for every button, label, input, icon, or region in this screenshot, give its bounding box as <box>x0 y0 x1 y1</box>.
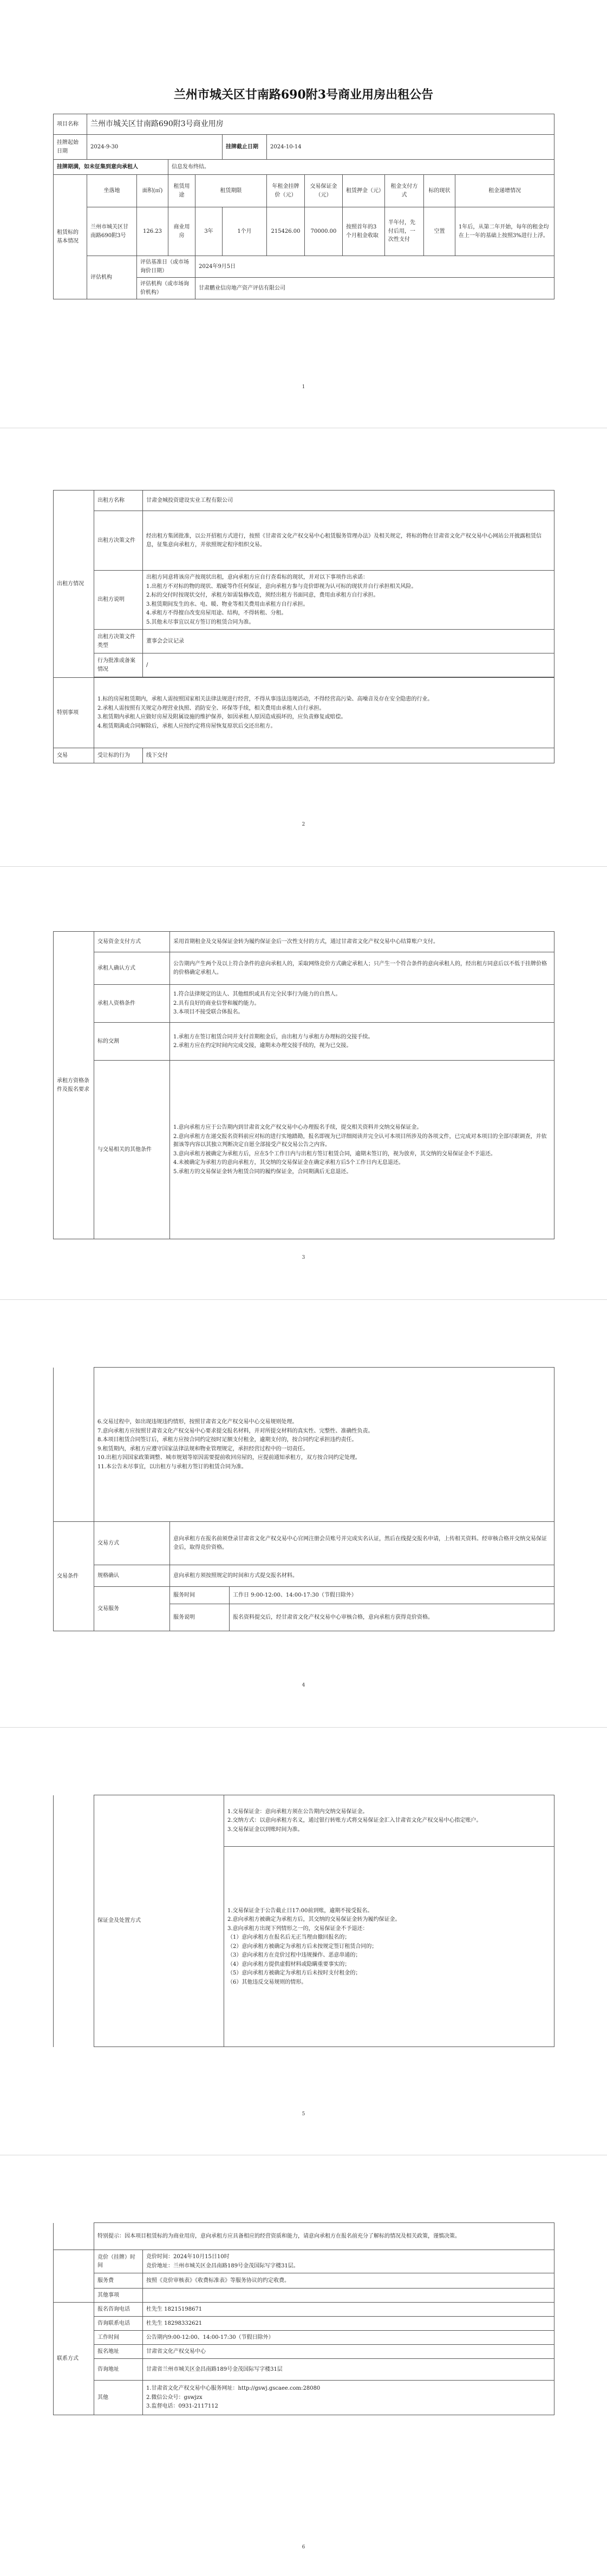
deposit-intro-item: 1.交易保证金：意向承租方须在公告期内交纳交易保证金。 <box>227 1808 368 1815</box>
listing-end: 2024-10-14 <box>267 135 554 160</box>
cell-rent: 215426.00 <box>267 207 305 256</box>
other-item: 2.意向承租方在递交报名资料前应对标的进行实地踏勘，报名即视为已详细阅读并完全认可本项目所涉及的各项文件，已完成对本项目的全部尽职调查，并依据该等内容以其独立判断决定自愿全部接受产权交易公告之内容。 <box>173 1133 547 1148</box>
handover-item: 1.承租方在签订租赁合同并支付首期租金后，由出租方与承租方办理标的交接手续。 <box>173 1034 374 1040</box>
qualification-item: 3.本项目不接受联合体报名。 <box>173 1009 244 1016</box>
approval-label: 行为批准或备案情况 <box>94 653 143 677</box>
deposit-rule: 2.意向承租方被确定为承租方后，其交纳的交易保证金转为履约保证金。 <box>227 1917 401 1923</box>
deposit-intro-item: 3.交易保证金以到账时间为准。 <box>227 1826 303 1833</box>
eval-name-label: 评估机构（或市场询价机构） <box>137 278 195 299</box>
deal-method-label: 交易方式 <box>94 1522 170 1565</box>
deposit-case: （6）其他违反交易规则的情形。 <box>227 1979 307 1985</box>
handover-list <box>170 1023 554 1061</box>
other-item: 4.未被确定为承租方的意向承租方，其交纳的交易保证金在确定承租方后5个工作日内无息退还。 <box>173 1160 404 1166</box>
trade-label: 交易 <box>54 748 94 763</box>
contact-key: 工作时间 <box>94 2331 143 2345</box>
fee-label: 服务费 <box>94 2273 143 2289</box>
other-conditions-list <box>170 1061 554 1239</box>
misc-item: 2.微信公众号：gswjzx <box>146 2394 203 2401</box>
lessor-name-label: 出租方名称 <box>94 491 143 511</box>
special-item: 2.承租人需按照有关规定办理营业执照、消防安全、环保等手续，相关费用由承租人自行承担。 <box>97 705 325 711</box>
header-location: 坐落地 <box>87 175 137 207</box>
misc-item: 3.监督电话：0931-2117112 <box>146 2403 218 2410</box>
handover-item: 2.承租方应在约定时间内完成交接，逾期未办理交接手续的，视为已交接。 <box>173 1043 352 1049</box>
bid-place: 竞价地址：兰州市城关区金昌南路189号金茂国际写字楼31层。 <box>146 2263 299 2269</box>
page-number: 6 <box>302 2545 305 2550</box>
eval-date: 2024年9月5日 <box>195 256 554 278</box>
qualification-item: 2.具有良好的商业信誉和履约能力。 <box>173 1000 260 1006</box>
page-number: 5 <box>302 2111 305 2117</box>
decision-type-value: 董事会会议记录 <box>143 630 554 653</box>
decision-type-label: 出租方决策文件类型 <box>94 630 143 653</box>
contact-key: 报名咨询电话 <box>94 2303 143 2317</box>
extension-label: 挂牌期满，如未征集到意向承租人 <box>54 160 168 175</box>
note-item: 3.租赁期间发生的水、电、暖、物业等相关费用由承租方自行承担。 <box>146 601 309 607</box>
listing-end-label: 挂牌截止日期 <box>223 135 267 160</box>
cont-item: 11.本公告未尽事宜，以出租方与承租方签订的租赁合同为准。 <box>97 1463 247 1470</box>
service-time-label: 服务时间 <box>170 1587 230 1604</box>
notes-list <box>143 571 554 630</box>
deposit-rule: 1.交易保证金于公告截止日17:00前到账，逾期不接受报名。 <box>227 1907 373 1914</box>
trade-item-label: 受让标的行为 <box>94 748 143 763</box>
deposit-case: （3）意向承租方在竞价过程中违规操作、恶意串通的； <box>227 1952 361 1959</box>
note-item: 4.承租方不得擅自改变房屋用途、结构，不得转租、分租。 <box>146 610 287 616</box>
deposit-label: 保证金及处置方式 <box>94 1795 224 2047</box>
page-number: 4 <box>302 1683 305 1688</box>
deal-method-value: 意向承租方在报名前须登录甘肃省文化产权交易中心官网注册会员账号并完成实名认证，然后在线提交报名申请，上传相关资料。经审核合格并交纳交易保证金后，取得竞价资格。 <box>170 1522 554 1565</box>
contact-value: 甘肃省文化产权交易中心 <box>143 2345 554 2359</box>
header-payment: 租金支付方式 <box>385 175 424 207</box>
special-item: 1.标的房屋租赁期内，承租人需按照国家相关法律法规进行经营，不得从事违法违规活动，不得经营高污染、高噪音及存在安全隐患的行业。 <box>97 696 433 702</box>
misc-item: 1.甘肃省文化产权交易中心服务网址：http://gswj.gscaee.com:28080 <box>146 2385 321 2392</box>
other-item: 1.意向承租方应于公告期内到甘肃省文化产权交易中心办理报名手续，提交相关资料并交纳交易保证金。 <box>173 1124 422 1130</box>
qualification-label: 承租人资格条件 <box>94 985 170 1023</box>
contact-value: 杜先生 18298332621 <box>143 2317 554 2331</box>
lessor-name: 甘肃金城投资建设实业工程有限公司 <box>143 491 554 511</box>
other-conditions-label: 与交易相关的其他条件 <box>94 1061 170 1239</box>
page-number: 1 <box>302 384 305 390</box>
cont-item: 6.交易过程中，如出现违规违约情形，按照甘肃省文化产权交易中心交易规则处理。 <box>97 1419 298 1425</box>
cont-item: 8.本项目租赁合同签订后，承租方应按合同约定按时足额支付租金，逾期支付的，按合同约定承担违约责任。 <box>97 1437 357 1443</box>
deposit-case: （4）意向承租方提供虚假材料或隐瞒重要事实的； <box>227 1961 350 1967</box>
extension-value: 信息发布终结。 <box>168 160 554 175</box>
pay-method-value: 采用首期租金及交易保证金转为履约保证金后一次性支付的方式，通过甘肃省文化产权交易中心结算账户支付。 <box>170 932 554 952</box>
deposit-intro-item: 2.交纳方式：以意向承租方名义，通过银行转账方式将交易保证金汇入甘肃省文化产权交易中心指定账户。 <box>227 1817 482 1824</box>
page-separator <box>0 1299 607 1300</box>
deposit-rule: 3.意向承租方出现下列情形之一的，交易保证金不予退还： <box>227 1925 368 1932</box>
notes-intro: 出租方同意将该房产按现状出租，意向承租方应自行查看标的现状，并对以下事项作出承诺： <box>146 574 368 580</box>
contact-value: 甘肃省兰州市城关区金昌南路189号金茂国际写字楼31层 <box>143 2359 554 2381</box>
cont-item: 7.意向承租方应按照甘肃省文化产权交易中心要求提交报名材料，并对所提交材料的真实性、完整性、准确性负责。 <box>97 1428 374 1434</box>
cont-item: 9.租赁期内，承租方应遵守国家法律法规和物业管理规定，承担经营过程中的一切责任。 <box>97 1446 309 1452</box>
approval-value: / <box>143 653 554 677</box>
deposit-case: （5）意向承租方被确定为承租方后未按时支付租金的； <box>227 1970 361 1977</box>
decision-label: 出租方决策文件 <box>94 511 143 571</box>
special-label: 特别事项 <box>54 678 94 748</box>
special-item: 3.租赁期内承租人应做好房屋及附属设施的维护保养，如因承租人原因造成损坏的，应负责修复或赔偿。 <box>97 714 347 720</box>
page-number: 3 <box>302 1255 305 1260</box>
misc-label: 其他 <box>94 2381 143 2415</box>
project-name: 兰州市城关区甘南路690附3号商业用房 <box>87 114 554 135</box>
deposit-intro <box>224 1795 554 1847</box>
page-number: 2 <box>302 822 305 827</box>
header-guarantee: 租赁押金（元） <box>343 175 385 207</box>
service-desc-value: 报名资料提交后，经甘肃省文化产权交易中心审核合格，意向承租方获得竞价资格。 <box>230 1604 554 1631</box>
lessor-label: 出租方情况 <box>54 491 94 678</box>
cell-status: 空置 <box>424 207 455 256</box>
lessor-table <box>53 490 554 763</box>
bid-time: 竞价时间：2024年10月15日10时 <box>146 2254 230 2260</box>
listing-start: 2024-9-30 <box>87 135 223 160</box>
cell-deposit: 70000.00 <box>305 207 343 256</box>
contact-table <box>53 2222 554 2415</box>
eval-name: 甘肃鹏业信房地产资产评估有限公司 <box>195 278 554 299</box>
cont-item: 10.出租方因国家政策调整、城市规划等原因需要提前收回房屋的，应提前通知承租方，双方按合同约定处理。 <box>97 1455 361 1461</box>
contact-value: 杜先生 18215198671 <box>143 2303 554 2317</box>
handover-label: 标的交割 <box>94 1023 170 1061</box>
spec-label: 规格确认 <box>94 1565 170 1587</box>
contact-value: 公告期内9:00-12:00、14:00-17:30（节假日除外） <box>143 2331 554 2345</box>
deposit-table <box>53 1795 554 2047</box>
note-item: 1.出租方不对标的物的现状、瑕疵等作任何保证，意向承租方参与竞价即视为认可标的现状并自行承担相关风险。 <box>146 583 417 590</box>
qualification-item: 1.符合法律规定的法人、其他组织或具有完全民事行为能力的自然人。 <box>173 991 341 998</box>
other-label: 其他事项 <box>94 2289 143 2303</box>
spec-value: 意向承租方须按照规定的时间和方式提交报名材料。 <box>170 1565 554 1587</box>
final-note: 特别提示：因本项目租赁标的为商业用房，意向承租方应具备相应的经营资质和能力，请意向承租方在报名前充分了解标的情况及相关政策，谨慎决策。 <box>94 2223 554 2250</box>
deposit-case: （1）意向承租方在报名后无正当理由撤回报名的； <box>227 1934 350 1941</box>
contact-key: 报名地址 <box>94 2345 143 2359</box>
listing-table <box>53 114 554 299</box>
conditions-table <box>53 931 554 1239</box>
note-item: 2.标的交付时按现状交付，承租方如需装修改造，须经出租方书面同意，费用由承租方自行承担。 <box>146 592 379 598</box>
confirm-method-value: 公告期内产生两个及以上符合条件的意向承租人的，采取网络竞价方式确定承租人；只产生一个符合条件的意向承租人的，经出租方同意后以不低于挂牌价格的价格确定承租人。 <box>170 952 554 985</box>
bid-time-label: 竞价（挂牌）时间 <box>94 2250 143 2273</box>
page-separator <box>0 866 607 867</box>
header-status: 标的现状 <box>424 175 455 207</box>
contact-key: 咨询联系电话 <box>94 2317 143 2331</box>
header-deposit: 交易保证金（元） <box>305 175 343 207</box>
eval-date-label: 评估基准日（或市场询价日期） <box>137 256 195 278</box>
continued-conditions <box>94 1368 554 1522</box>
trade-conditions-table <box>53 1367 554 1631</box>
trade-item-value: 线下交付 <box>143 748 554 763</box>
note-item: 5.其他未尽事宜以双方签订的租赁合同为准。 <box>146 619 254 625</box>
pay-method-label: 交易资金支付方式 <box>94 932 170 952</box>
other-item: 5.承租方的交易保证金转为租赁合同的履约保证金，合同期满后无息退还。 <box>173 1168 352 1175</box>
special-list <box>94 678 554 748</box>
contact-key: 咨询地址 <box>94 2359 143 2381</box>
basic-label: 租赁标的基本情况 <box>54 175 87 299</box>
service-time-value: 工作日 9:00-12:00、14:00-17:30（节假日除外） <box>230 1587 554 1604</box>
deposit-case: （2）意向承租方被确定为承租方后未按规定签订租赁合同的； <box>227 1943 377 1950</box>
cell-increase: 1年后，从第二年开始，每年的租金均在上一年的基础上按照3%进行上浮。 <box>455 207 554 256</box>
bid-info <box>143 2250 554 2273</box>
cell-guarantee: 按照首年的3个月租金收取 <box>343 207 385 256</box>
notes-label: 出租方说明 <box>94 571 143 630</box>
cell-location: 兰州市城关区甘南路690附3号 <box>87 207 137 256</box>
other-item: 3.意向承租方被确定为承租方后，应在5个工作日内与出租方签订租赁合同，逾期未签订的，视为放弃，其交纳的交易保证金不予退还。 <box>173 1150 496 1157</box>
eval-org-label: 评估机构 <box>87 256 137 299</box>
page-title: 兰州市城关区甘南路690附3号商业用房出租公告 <box>173 88 434 102</box>
qualification-list <box>170 985 554 1023</box>
conditions-label: 承租方资格条件及报名要求 <box>54 932 94 1239</box>
listing-start-label: 挂牌起始日期 <box>54 135 87 160</box>
header-rent: 年租金挂牌价（元） <box>267 175 305 207</box>
service-desc-label: 服务说明 <box>170 1604 230 1631</box>
header-area: 面积(㎡) <box>137 175 168 207</box>
header-usage: 租赁用途 <box>168 175 195 207</box>
cell-area: 126.23 <box>137 207 168 256</box>
misc-list <box>143 2381 554 2415</box>
header-term: 租赁期限 <box>195 175 267 207</box>
header-increase: 租金递增情况 <box>455 175 554 207</box>
page-separator <box>0 1727 607 1728</box>
cell-payment: 半年付，先付后用，一次性支付 <box>385 207 424 256</box>
cell-term-free: 1个月 <box>223 207 267 256</box>
confirm-method-label: 承租人确认方式 <box>94 952 170 985</box>
service-label: 交易服务 <box>94 1587 170 1631</box>
contact-label: 联系方式 <box>54 2303 94 2415</box>
deposit-rules <box>224 1847 554 2047</box>
decision-text: 经出租方集团批准，以公开招租方式进行，按照《甘肃省文化产权交易中心租赁服务管理办法》及相关规定，将标的物在甘肃省文化产权交易中心网站公开披露租赁信息，征集意向承租方，并依照规定程序组织交易。 <box>143 511 554 571</box>
cell-usage: 商业用房 <box>168 207 195 256</box>
fee-value: 按照《竞价审核表》《收费标准表》等服务协议的约定收费。 <box>143 2273 554 2289</box>
project-name-label: 项目名称 <box>54 114 87 135</box>
special-item: 4.租赁期满或合同解除后，承租人应按约定将房屋恢复原状后交还出租方。 <box>97 723 276 729</box>
cell-term-years: 3年 <box>195 207 223 256</box>
deal-label: 交易条件 <box>54 1522 94 1631</box>
